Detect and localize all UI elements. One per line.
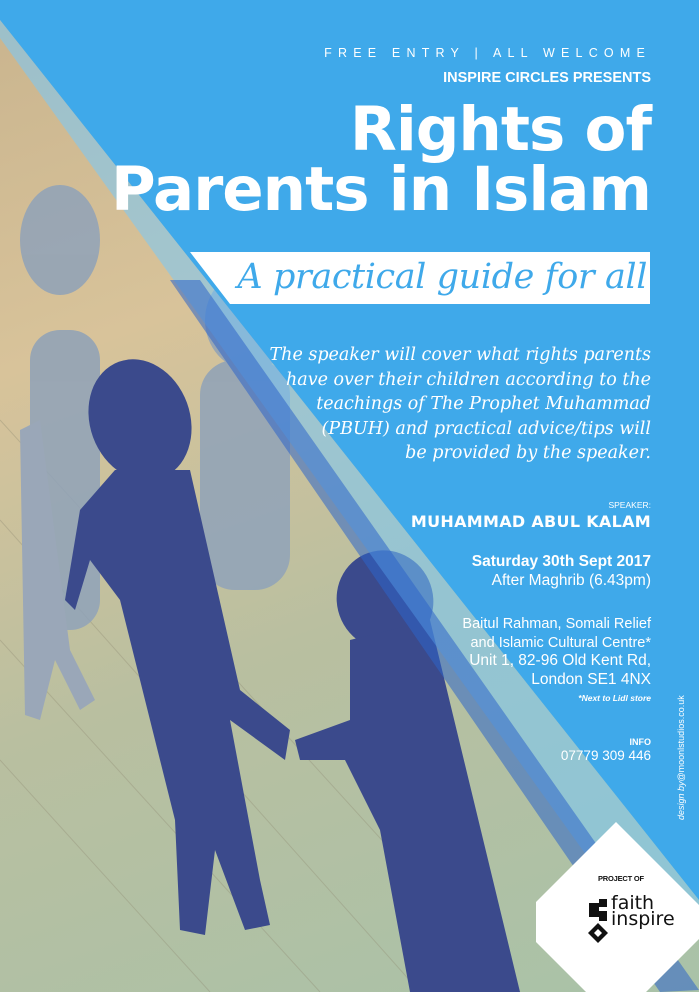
venue-line: and Islamic Cultural Centre* [470, 634, 651, 651]
designer-credit [676, 695, 686, 820]
description-line: The speaker will cover what rights parents [269, 345, 651, 365]
title-line-1: Rights of [349, 94, 651, 165]
venue-line: Baitul Rahman, Somali Relief [462, 616, 651, 632]
event-date: Saturday 30th Sept 2017 [471, 553, 651, 570]
event-time: After Maghrib (6.43pm) [491, 572, 651, 589]
info-label: INFO [629, 737, 651, 747]
credit-design-label: design by [676, 781, 686, 820]
venue-line: London SE1 4NX [531, 670, 651, 688]
venue-address [462, 615, 651, 689]
project-of-label: PROJECT OF [598, 874, 644, 883]
title-line-2: Parents in Islam [110, 154, 651, 225]
credit-email: @moonlstudios.co.uk [676, 695, 686, 782]
venue-line: Unit 1, 82-96 Old Kent Rd, [469, 652, 651, 669]
logo-word-inspire: inspire [611, 908, 675, 930]
logo-word-faith: faith [611, 892, 655, 914]
event-subtitle: A practical guide for all [237, 257, 647, 297]
faith-inspire-logo-icon [585, 897, 611, 947]
tagline: FREE ENTRY | ALL WELCOME [324, 46, 651, 60]
event-title [110, 94, 651, 225]
description-line: be provided by the speaker. [405, 443, 651, 463]
speaker-name: MUHAMMAD ABUL KALAM [410, 512, 651, 531]
speaker-label: SPEAKER: [608, 500, 651, 510]
faith-inspire-wordmark [611, 892, 675, 930]
info-phone: 07779 309 446 [560, 748, 651, 763]
description-line: teachings of The Prophet Muhammad [316, 394, 651, 414]
event-description [270, 343, 652, 466]
venue-note: *Next to Lidl store [578, 693, 651, 703]
presenter-line: INSPIRE CIRCLES PRESENTS [443, 70, 651, 86]
description-line: (PBUH) and practical advice/tips will [321, 418, 651, 439]
description-line: have over their children according to the [286, 369, 651, 390]
